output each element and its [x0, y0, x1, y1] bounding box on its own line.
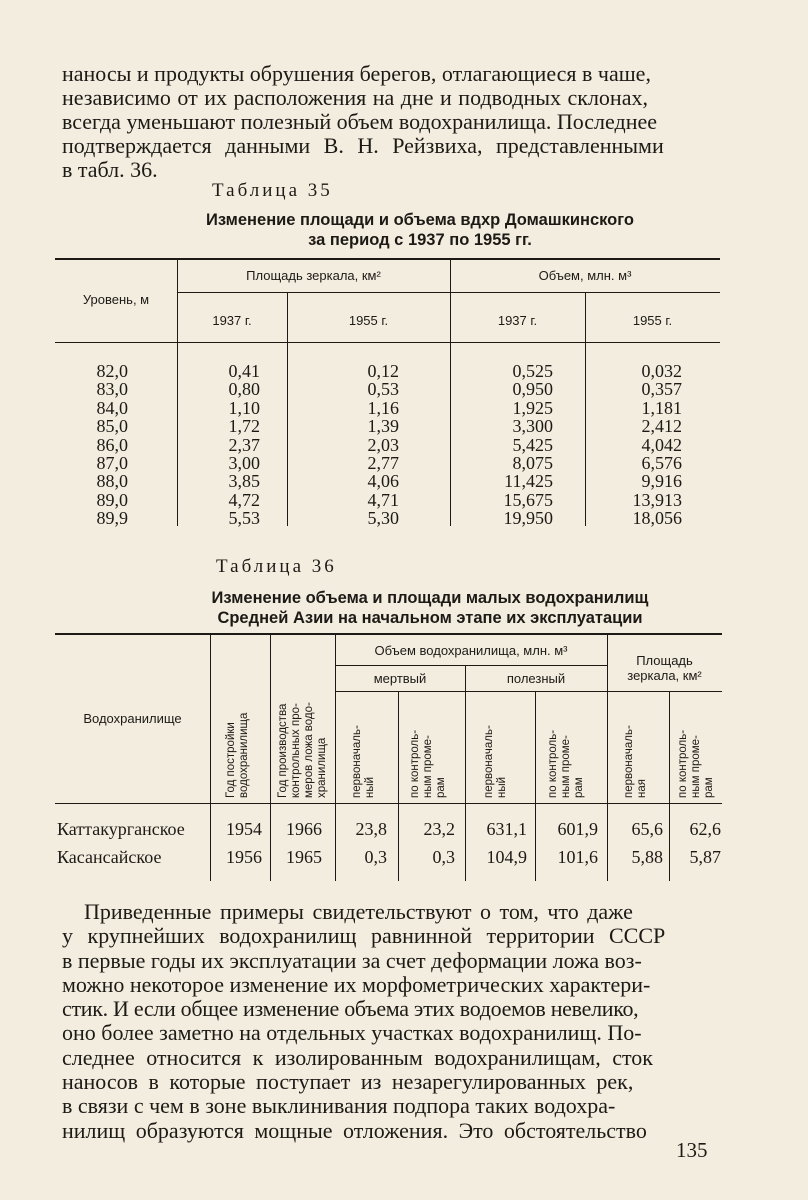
table35-cell: 11,425 [504, 471, 553, 492]
table36-header-volume: Объем водохранилища, млн. м³ [374, 643, 568, 658]
table36-cell: 1966 [286, 819, 322, 839]
paragraph-top [62, 62, 722, 182]
table36-cell: 104,9 [486, 847, 527, 867]
table36-cell: 1956 [226, 847, 262, 867]
table36-header-reservoir: Водохранилище [83, 711, 182, 726]
table35-cell: 4,06 [367, 471, 399, 492]
text-line: оно более заметно на отдельных участках водохранилищ. По- [62, 1020, 642, 1046]
table35-cell: 86,0 [96, 434, 128, 455]
table35-cell: 3,300 [512, 416, 553, 437]
table36-label: Таблица 36 [216, 556, 337, 577]
table35-cell: 1,181 [641, 397, 682, 418]
table35-cell: 5,425 [512, 434, 553, 455]
table35-cell: 5,53 [228, 508, 260, 529]
table35-header-level: Уровень, м [82, 292, 150, 307]
table35-cell: 0,12 [367, 361, 399, 381]
paragraph-bottom [62, 900, 722, 1143]
table35-top-rule [55, 258, 720, 260]
table35-cell: 4,042 [641, 434, 682, 455]
table35-header-bottom-rule [55, 342, 720, 343]
page-number: 135 [676, 1138, 708, 1162]
text-line: в табл. 36. [62, 157, 158, 182]
table35-cell: 2,412 [641, 416, 682, 437]
table35-cell: 15,675 [503, 489, 553, 510]
table36-top-rule [55, 633, 722, 635]
text-line: в связи с чем в зоне выклинивания подпора таких водохра- [62, 1093, 616, 1119]
table35-cell: 1,72 [228, 416, 260, 437]
table35-cell: 19,950 [503, 508, 553, 529]
table35-col-area-1937 [177, 362, 260, 528]
table36-header-useful-control: по контроль- ным проме- рам [547, 729, 585, 798]
table35-header-area: Площадь зеркала, км² [246, 268, 381, 283]
table35 [55, 258, 720, 528]
table35-label: Таблица 35 [212, 180, 333, 201]
table36-header-area: Площадь зеркала, км² [627, 653, 702, 683]
table35-cell: 83,0 [96, 379, 128, 400]
table35-title-line: за период с 1937 по 1955 гг. [308, 231, 532, 249]
table36-cell: 23,8 [355, 819, 387, 839]
table35-cell: 87,0 [96, 453, 128, 474]
table36-cell: 65,6 [631, 819, 663, 839]
table36-cell: 62,6 [689, 819, 721, 839]
table36-header-area-control: по контроль- ным проме- рам [677, 729, 715, 798]
table35-cell: 9,916 [641, 471, 682, 492]
text-line: наносов в которые поступает из незарегулированных рек, [62, 1069, 634, 1095]
table35-header-year: 1937 г. [212, 313, 252, 328]
text-line: можно некоторое изменение их морфометрических характери- [62, 971, 651, 997]
table36-cell: 101,6 [557, 847, 598, 867]
table35-cell: 0,032 [641, 361, 682, 381]
table35-cell: 1,10 [228, 397, 260, 418]
table36-cell: 1965 [286, 847, 322, 867]
table35-cell: 0,950 [512, 379, 553, 400]
table35-cell: 1,39 [367, 416, 399, 437]
table36-header-rule [335, 691, 722, 692]
table36-header-useful: полезный [506, 671, 566, 686]
table36-header-area-initial: первоначаль- ная [623, 725, 648, 798]
table35-cell: 0,357 [641, 379, 682, 400]
table36-cell: 23,2 [423, 819, 455, 839]
table36-row-name: Каттакурганское [57, 819, 185, 839]
table35-cell: 18,056 [632, 508, 682, 529]
table35-header-year: 1955 г. [632, 313, 673, 328]
table36-header-dead-initial: первоначаль- ный [351, 725, 376, 798]
table35-cell: 89,9 [96, 508, 128, 529]
table35-cell: 4,71 [367, 489, 399, 510]
table35-cell: 0,80 [228, 379, 260, 400]
table36-cell: 601,9 [557, 819, 598, 839]
table36-header-dead-control: по контроль- ным проме- рам [409, 729, 447, 798]
table35-col-volume-1955 [585, 362, 682, 528]
text-line: наносы и продукты обрушения берегов, отлагающиеся в чаше, [62, 61, 651, 86]
table35-cell: 85,0 [96, 416, 128, 437]
table36-cell: 5,87 [689, 847, 721, 867]
text-line: нилищ образуются мощные отложения. Это обстоятельство [62, 1117, 647, 1143]
table35-cell: 8,075 [512, 453, 553, 474]
table35-cell: 1,16 [367, 397, 399, 418]
table36-header-year-measured: Год производства контрольных про- меров ложа водо- хранилища [277, 702, 328, 798]
text-line: у крупнейших водохранилищ равнинной территории СССР [62, 923, 666, 949]
table36-cell: 0,3 [432, 847, 455, 867]
table35-cell: 13,913 [632, 489, 682, 510]
table36-title-line: Изменение объема и площади малых водохранилищ [211, 589, 649, 607]
table35-cell: 3,85 [228, 471, 260, 492]
table35-cell: 1,925 [512, 397, 553, 418]
table36-header-year-built: Год постройки водохранилища [225, 712, 250, 798]
text-line: подтверждается данными В. Н. Рейзвиха, представленными [62, 133, 664, 158]
table35-col-area-1955 [287, 362, 399, 528]
table35-cell: 2,77 [367, 453, 399, 474]
text-line: в первые годы их эксплуатации за счет деформации ложа воз- [62, 947, 642, 973]
table35-cell: 2,03 [367, 434, 399, 455]
table35-cell: 4,72 [228, 489, 260, 510]
table36-divider [270, 633, 271, 881]
text-line: стик. И если общее изменение объема этих водоемов невелико, [62, 996, 639, 1022]
table36-header-bottom-rule [55, 803, 722, 804]
table35-cell: 84,0 [96, 397, 128, 418]
table35-cell: 0,41 [228, 361, 260, 381]
table36-cell: 631,1 [486, 819, 527, 839]
table35-cell: 6,576 [641, 453, 682, 474]
table36-cell: 1954 [226, 819, 262, 839]
table35-header-volume: Объем, млн. м³ [538, 268, 632, 283]
table36-header-rule [335, 665, 607, 666]
table35-cell: 2,37 [228, 434, 260, 455]
text-line: независимо от их расположения на дне и подводных склонах, [62, 85, 648, 110]
text-line: всегда уменьшают полезный объем водохранилища. Последнее [62, 109, 657, 134]
table35-header-year: 1955 г. [348, 313, 389, 328]
table35-cell: 82,0 [96, 361, 128, 381]
table35-title-line: Изменение площади и объема вдхр Домашкинского [206, 211, 634, 229]
text-line: Приведенные примеры свидетельствуют о том, что даже [84, 899, 633, 924]
table35-cell: 89,0 [96, 489, 128, 510]
table36-title-line: Средней Азии на начальном этапе их эксплуатации [217, 609, 643, 627]
table36-header-dead: мертвый [373, 671, 427, 686]
table35-cell: 88,0 [96, 471, 128, 492]
table35-header-year: 1937 г. [497, 313, 538, 328]
table35-title [160, 210, 680, 250]
table36-title [180, 588, 680, 628]
table35-cell: 0,53 [367, 379, 399, 400]
text-line: следнее относится к изолированным водохранилищам, сток [62, 1044, 653, 1070]
table36-row-name: Касансайское [57, 847, 162, 867]
table36-header-useful-initial: первоначаль- ный [483, 725, 508, 798]
table35-col-volume-1937 [450, 362, 553, 528]
table35-cell: 5,30 [367, 508, 399, 529]
table36-cell: 5,88 [631, 847, 663, 867]
table35-cell: 0,525 [512, 361, 553, 381]
table35-header-rule [177, 292, 720, 293]
table36 [55, 633, 722, 883]
table36-cell: 0,3 [364, 847, 387, 867]
table36-divider [210, 633, 211, 881]
table35-col-levels [55, 362, 128, 528]
table35-cell: 3,00 [228, 453, 260, 474]
